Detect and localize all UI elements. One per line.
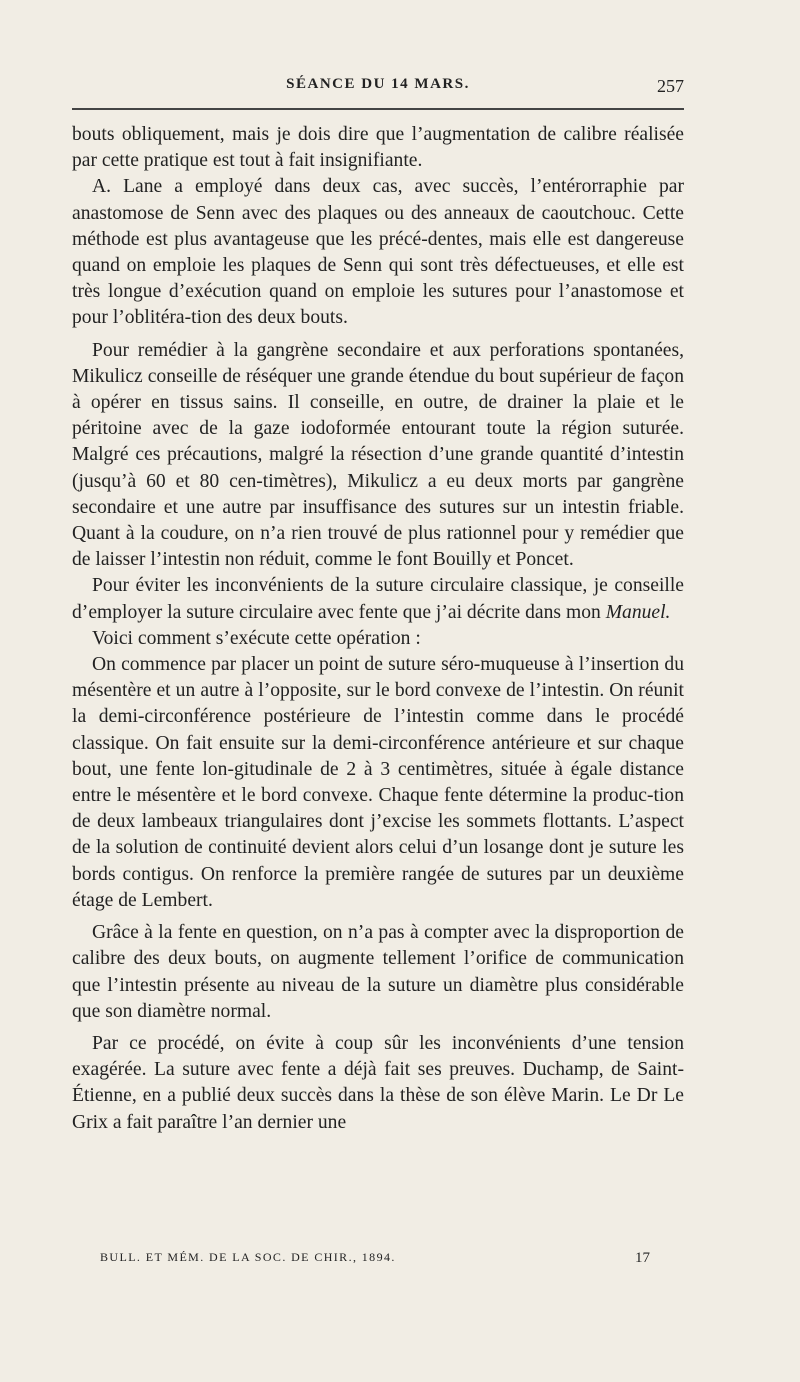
header-rule [72, 108, 684, 110]
paragraph-2: A. Lane a employé dans deux cas, avec succès, l’entérorraphie par anastomose de Senn avec des plaques ou des anneaux de caoutchouc. Cette méthode est plus avantageuse que les précé-dentes, mais elle est dangereuse quand on emploie les plaques de Senn qui sont très défectueuses, et elle est très longue d’exécution quand on emploie les sutures pour l’anastomose et pour l’oblitéra-tion des deux bouts. [72, 176, 684, 329]
paragraph-7: Grâce à la fente en question, on n’a pas à compter avec la disproportion de calibre des deux bouts, on augmente tellement l’orifice de communication que l’intestin présente au niveau de la suture un diamètre plus considérable que son diamètre normal. [72, 922, 684, 1022]
paragraph-8: Par ce procédé, on évite à coup sûr les inconvénients d’une tension exagérée. La suture avec fente a déjà fait ses preuves. Duchamp, de Saint-Étienne, en a publié deux succès dans la thèse de son élève Marin. Le Dr Le Grix a fait paraître l’an dernier une [72, 1032, 684, 1133]
manual-title: Manuel. [605, 601, 671, 623]
paragraph-4-text: Pour éviter les inconvénients de la suture circulaire classique, je conseille d’employer la suture circulaire avec fente que j’ai décrite dans mon [72, 575, 684, 623]
paragraph-6: On commence par placer un point de suture séro-muqueuse à l’insertion du mésentère et un autre à l’opposite, sur le bord convexe de l’intestin. On réunit la demi-circonférence postérieure de l’intestin comme dans le procédé classique. On fait ensuite sur la demi-circonférence antérieure et sur chaque bout, une fente lon-gitudinale de 2 à 3 centimètres, située à égale distance entre le mésentère et le bord convexe. Chaque fente détermine la produc-tion de deux lambeaux triangulaires dont j’excise les sommets flottants. L’aspect de la solution de continuité devient alors celui d’un losange dont je suture les bords contigus. On renforce la première rangée de sutures par un deuxième étage de Lembert. [72, 654, 684, 911]
page-footer [100, 1250, 650, 1270]
paragraph-3: Pour remédier à la gangrène secondaire et aux perforations spontanées, Mikulicz conseille de réséquer une grande étendue du bout supérieur de façon à opérer en tissus sains. Il conseille, en outre, de drainer la plaie et le péritoine avec de la gaze iodoformée entourant toute la région suturée. Malgré ces précautions, malgré la résection d’une grande quantité d’intestin (jusqu’à 60 et 80 cen-timètres), Mikulicz a eu deux morts par gangrène secondaire et une autre par insuffisance des sutures sur un intestin friable. Quant à la coudure, on n’a rien trouvé de plus rationnel pour y remédier que de laisser l’intestin non réduit, comme le font Bouilly et Poncet. [72, 339, 684, 571]
running-title: SÉANCE DU 14 MARS. [286, 76, 470, 92]
page-number: 257 [657, 76, 684, 96]
running-head [72, 76, 684, 100]
paragraph-5: Voici comment s’exécute cette opération : [92, 627, 421, 649]
paragraph-4 [72, 573, 684, 625]
signature-mark: 17 [635, 1250, 650, 1266]
body-text [72, 122, 684, 1136]
paragraph-1: bouts obliquement, mais je dois dire que l’augmentation de calibre réalisée par cette pratique est tout à fait insignifiante. [72, 124, 684, 172]
footer-source: BULL. ET MÉM. DE LA SOC. DE CHIR., 1894. [100, 1250, 396, 1264]
